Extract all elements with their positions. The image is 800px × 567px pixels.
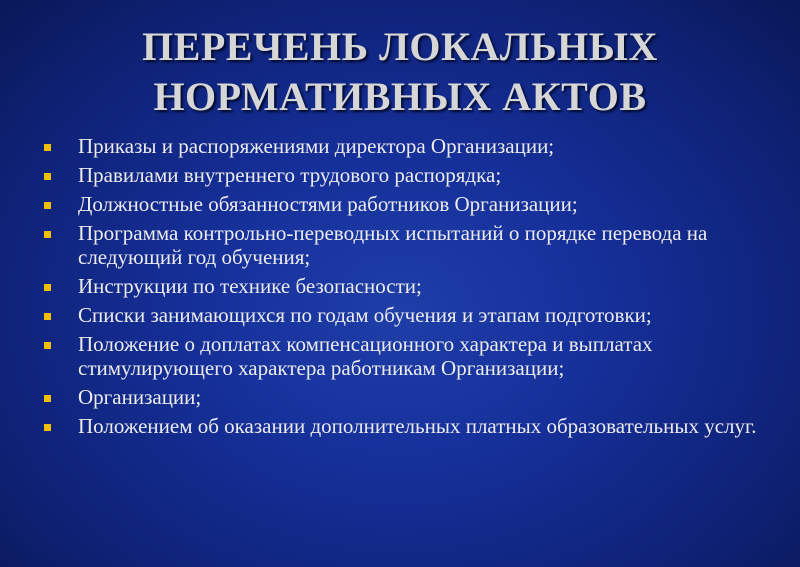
list-item (40, 163, 785, 187)
list-item-text: Программа контрольно-переводных испытаний о порядке перевода на следующий год обучения; (78, 221, 708, 269)
title-line-1: ПЕРЕЧЕНЬ ЛОКАЛЬНЫХ (142, 24, 658, 69)
list-item-text: Правилами внутреннего трудового распорядка; (78, 163, 502, 187)
square-bullet-icon (44, 202, 51, 209)
title-line-2: НОРМАТИВНЫХ АКТОВ (153, 74, 647, 119)
list-item-text: Положение о доплатах компенсационного характера и выплатах стимулирующего характера работникам Организации; (78, 332, 653, 380)
list-item (40, 192, 785, 216)
square-bullet-icon (44, 424, 51, 431)
list-item-text: Организации; (78, 385, 202, 409)
slide-title (0, 22, 800, 122)
list-item (40, 385, 785, 409)
list-item-text: Инструкции по технике безопасности; (78, 274, 422, 298)
list-item-text: Должностные обязанностями работников Организации; (78, 192, 578, 216)
list-item (40, 221, 785, 269)
square-bullet-icon (44, 313, 51, 320)
square-bullet-icon (44, 342, 51, 349)
square-bullet-icon (44, 395, 51, 402)
list-item (40, 134, 785, 158)
square-bullet-icon (44, 144, 51, 151)
square-bullet-icon (44, 231, 51, 238)
list-item-text: Положением об оказании дополнительных платных образовательных услуг. (78, 414, 757, 438)
square-bullet-icon (44, 173, 51, 180)
list-item-text: Приказы и распоряжениями директора Организации; (78, 134, 555, 158)
list-item-text: Списки занимающихся по годам обучения и этапам подготовки; (78, 303, 652, 327)
bullet-list (40, 134, 785, 443)
list-item (40, 303, 785, 327)
square-bullet-icon (44, 284, 51, 291)
list-item (40, 414, 785, 438)
list-item (40, 274, 785, 298)
list-item (40, 332, 785, 380)
